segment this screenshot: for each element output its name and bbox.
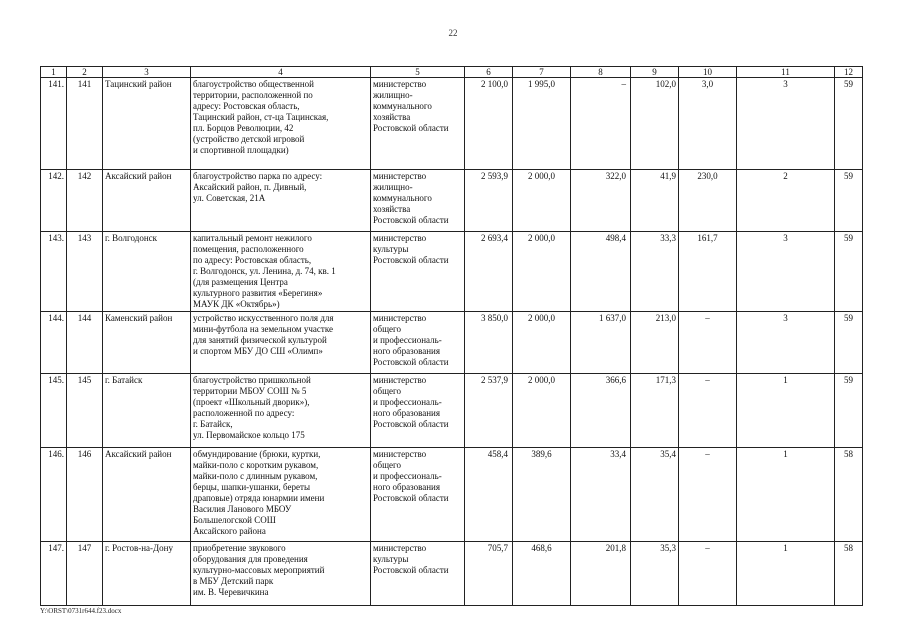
cell-line: министерство — [373, 375, 427, 385]
cell-line: берцы, шапки-ушанки, береты — [193, 482, 310, 492]
table-body — [41, 78, 863, 606]
cell-col-12: 59 — [835, 374, 863, 448]
cell-col-2: 147 — [67, 542, 103, 606]
cell-col-3: Аксайский район — [103, 170, 191, 232]
cell-col-9: 213,0 — [631, 312, 679, 374]
cell-line: расположенной по адресу: — [193, 408, 295, 418]
cell-col-6: 705,7 — [465, 542, 513, 606]
cell-col-11: 1 — [737, 448, 835, 542]
cell-col-10: 230,0 — [679, 170, 737, 232]
column-header-6: 6 — [465, 67, 513, 78]
cell-col-3: г. Батайск — [103, 374, 191, 448]
cell-col-4 — [191, 232, 371, 312]
cell-line: Ростовской области — [373, 123, 449, 133]
cell-col-7: 389,6 — [513, 448, 571, 542]
cell-col-4 — [191, 542, 371, 606]
cell-line: Ростовской области — [373, 565, 449, 575]
cell-col-8: – — [571, 78, 631, 170]
cell-line: (для размещения Центра — [193, 277, 288, 287]
cell-col-6: 2 693,4 — [465, 232, 513, 312]
cell-col-9: 33,3 — [631, 232, 679, 312]
cell-col-5 — [371, 312, 465, 374]
cell-col-3: г. Ростов-на-Дону — [103, 542, 191, 606]
cell-line: культурно-массовых мероприятий — [193, 565, 325, 575]
cell-col-3: г. Волгодонск — [103, 232, 191, 312]
table-row — [41, 78, 863, 170]
cell-col-8: 33,4 — [571, 448, 631, 542]
cell-line: общего — [373, 460, 401, 470]
cell-col-10: 161,7 — [679, 232, 737, 312]
cell-line: хозяйства — [373, 112, 411, 122]
cell-col-6: 2 537,9 — [465, 374, 513, 448]
cell-line: ного образования — [373, 408, 441, 418]
cell-col-10: – — [679, 312, 737, 374]
cell-col-3: Каменский район — [103, 312, 191, 374]
column-header-11: 11 — [737, 67, 835, 78]
cell-col-10: – — [679, 374, 737, 448]
column-header-3: 3 — [103, 67, 191, 78]
cell-col-6: 2 593,9 — [465, 170, 513, 232]
cell-col-7: 2 000,0 — [513, 312, 571, 374]
cell-col-7: 2 000,0 — [513, 374, 571, 448]
cell-line: коммунального — [373, 101, 432, 111]
column-header-7: 7 — [513, 67, 571, 78]
cell-col-5 — [371, 448, 465, 542]
cell-col-11: 3 — [737, 312, 835, 374]
cell-col-7: 1 995,0 — [513, 78, 571, 170]
cell-line: (устройство детской игровой — [193, 134, 305, 144]
cell-line: в МБУ Детский парк — [193, 576, 274, 586]
cell-col-11: 1 — [737, 542, 835, 606]
cell-col-9: 35,4 — [631, 448, 679, 542]
cell-line: Ростовской области — [373, 255, 449, 265]
cell-line: жилищно- — [373, 90, 413, 100]
cell-line: министерство — [373, 233, 427, 243]
cell-line: министерство — [373, 313, 427, 323]
cell-col-8: 322,0 — [571, 170, 631, 232]
cell-col-1: 145. — [41, 374, 67, 448]
cell-col-12: 59 — [835, 170, 863, 232]
cell-col-10: – — [679, 542, 737, 606]
cell-line: Аксайского района — [193, 526, 266, 536]
cell-col-8: 201,8 — [571, 542, 631, 606]
cell-line: общего — [373, 386, 401, 396]
cell-line: министерство — [373, 449, 427, 459]
cell-line: Ростовской области — [373, 419, 449, 429]
cell-line: ного образования — [373, 346, 441, 356]
cell-col-7: 2 000,0 — [513, 232, 571, 312]
cell-col-7: 2 000,0 — [513, 170, 571, 232]
cell-line: Аксайский район, п. Дивный, — [193, 182, 307, 192]
cell-line: территории МБОУ СОШ № 5 — [193, 386, 307, 396]
cell-col-9: 41,9 — [631, 170, 679, 232]
cell-col-6: 458,4 — [465, 448, 513, 542]
cell-col-2: 143 — [67, 232, 103, 312]
cell-col-10: 3,0 — [679, 78, 737, 170]
cell-line: и профессиональ- — [373, 335, 442, 345]
table-row — [41, 448, 863, 542]
cell-line: культурного развития «Берегиня» — [193, 288, 323, 298]
column-header-4: 4 — [191, 67, 371, 78]
cell-line: благоустройство пришкольной — [193, 375, 311, 385]
cell-line: Ростовской области — [373, 357, 449, 367]
budget-table-container — [40, 66, 862, 606]
cell-line: устройство искусственного поля для — [193, 313, 334, 323]
cell-line: и спортивной площадки) — [193, 145, 289, 155]
cell-line: и профессиональ- — [373, 471, 442, 481]
cell-line: Большелогской СОШ — [193, 515, 276, 525]
cell-col-5 — [371, 170, 465, 232]
cell-line: оборудования для проведения — [193, 554, 308, 564]
cell-col-1: 143. — [41, 232, 67, 312]
cell-line: ул. Первомайское кольцо 175 — [193, 430, 305, 440]
table-row — [41, 542, 863, 606]
cell-line: и профессиональ- — [373, 397, 442, 407]
cell-col-4 — [191, 374, 371, 448]
cell-col-1: 146. — [41, 448, 67, 542]
cell-line: г. Волгодонск, ул. Ленина, д. 74, кв. 1 — [193, 266, 336, 276]
column-header-2: 2 — [67, 67, 103, 78]
footer-file-path: Y:\ORST\0731r644.f23.docx — [40, 607, 122, 615]
cell-col-1: 144. — [41, 312, 67, 374]
cell-col-1: 141. — [41, 78, 67, 170]
table-row — [41, 232, 863, 312]
column-header-8: 8 — [571, 67, 631, 78]
cell-col-6: 2 100,0 — [465, 78, 513, 170]
page-number: 22 — [448, 28, 458, 38]
cell-col-3: Аксайский район — [103, 448, 191, 542]
cell-line: Тацинский район, ст-ца Тацинская, — [193, 112, 329, 122]
cell-col-8: 366,6 — [571, 374, 631, 448]
cell-col-12: 59 — [835, 232, 863, 312]
cell-col-12: 59 — [835, 78, 863, 170]
cell-col-9: 102,0 — [631, 78, 679, 170]
cell-col-3: Тацинский район — [103, 78, 191, 170]
cell-line: им. В. Черевичкина — [193, 587, 269, 597]
table-row — [41, 170, 863, 232]
cell-line: драповые) отряда юнармии имени — [193, 493, 325, 503]
cell-col-4 — [191, 78, 371, 170]
cell-line: по адресу: Ростовская область, — [193, 255, 312, 265]
cell-col-6: 3 850,0 — [465, 312, 513, 374]
cell-line: ного образования — [373, 482, 441, 492]
column-header-10: 10 — [679, 67, 737, 78]
cell-line: министерство — [373, 171, 427, 181]
cell-col-11: 1 — [737, 374, 835, 448]
column-header-9: 9 — [631, 67, 679, 78]
cell-line: пл. Борцов Революции, 42 — [193, 123, 294, 133]
cell-line: культуры — [373, 554, 409, 564]
cell-col-8: 498,4 — [571, 232, 631, 312]
cell-col-11: 3 — [737, 78, 835, 170]
cell-col-2: 141 — [67, 78, 103, 170]
cell-line: хозяйства — [373, 204, 411, 214]
cell-line: мини-футбола на земельном участке — [193, 324, 333, 334]
cell-line: благоустройство общественной — [193, 79, 314, 89]
cell-col-9: 35,3 — [631, 542, 679, 606]
cell-line: для занятий физической культурой — [193, 335, 327, 345]
column-header-1: 1 — [41, 67, 67, 78]
cell-col-4 — [191, 312, 371, 374]
cell-col-2: 146 — [67, 448, 103, 542]
cell-col-5 — [371, 78, 465, 170]
column-header-5: 5 — [371, 67, 465, 78]
cell-col-11: 3 — [737, 232, 835, 312]
cell-line: адресу: Ростовская область, — [193, 101, 300, 111]
cell-col-10: – — [679, 448, 737, 542]
cell-col-7: 468,6 — [513, 542, 571, 606]
cell-col-2: 145 — [67, 374, 103, 448]
cell-line: обмундирование (брюки, куртки, — [193, 449, 321, 459]
cell-col-12: 58 — [835, 542, 863, 606]
cell-col-2: 144 — [67, 312, 103, 374]
cell-col-5 — [371, 374, 465, 448]
cell-line: помещения, расположенного — [193, 244, 304, 254]
cell-line: благоустройство парка по адресу: — [193, 171, 323, 181]
cell-line: и спортом МБУ ДО СШ «Олимп» — [193, 346, 323, 356]
cell-line: (проект «Школьный дворик»), — [193, 397, 310, 407]
cell-col-12: 58 — [835, 448, 863, 542]
cell-col-8: 1 637,0 — [571, 312, 631, 374]
cell-line: майки-поло с длинным рукавом, — [193, 471, 318, 481]
cell-col-11: 2 — [737, 170, 835, 232]
cell-col-1: 142. — [41, 170, 67, 232]
cell-line: МАУК ДК «Октябрь») — [193, 299, 280, 309]
cell-line: коммунального — [373, 193, 432, 203]
budget-table — [40, 66, 863, 606]
cell-line: Василия Ланового МБОУ — [193, 504, 292, 514]
cell-col-5 — [371, 232, 465, 312]
cell-col-4 — [191, 448, 371, 542]
table-header-row — [41, 67, 863, 78]
cell-line: Ростовской области — [373, 215, 449, 225]
cell-line: жилищно- — [373, 182, 413, 192]
table-row — [41, 374, 863, 448]
cell-line: культуры — [373, 244, 409, 254]
cell-col-5 — [371, 542, 465, 606]
cell-line: министерство — [373, 543, 427, 553]
cell-line: капитальный ремонт нежилого — [193, 233, 312, 243]
cell-line: территории, расположенной по — [193, 90, 313, 100]
cell-line: общего — [373, 324, 401, 334]
cell-line: майки-поло с коротким рукавом, — [193, 460, 319, 470]
cell-col-4 — [191, 170, 371, 232]
cell-line: г. Батайск, — [193, 419, 233, 429]
table-row — [41, 312, 863, 374]
cell-col-2: 142 — [67, 170, 103, 232]
cell-col-9: 171,3 — [631, 374, 679, 448]
cell-line: приобретение звукового — [193, 543, 286, 553]
cell-line: ул. Советская, 21А — [193, 193, 266, 203]
column-header-12: 12 — [835, 67, 863, 78]
cell-line: Ростовской области — [373, 493, 449, 503]
cell-col-1: 147. — [41, 542, 67, 606]
cell-line: министерство — [373, 79, 427, 89]
cell-col-12: 59 — [835, 312, 863, 374]
